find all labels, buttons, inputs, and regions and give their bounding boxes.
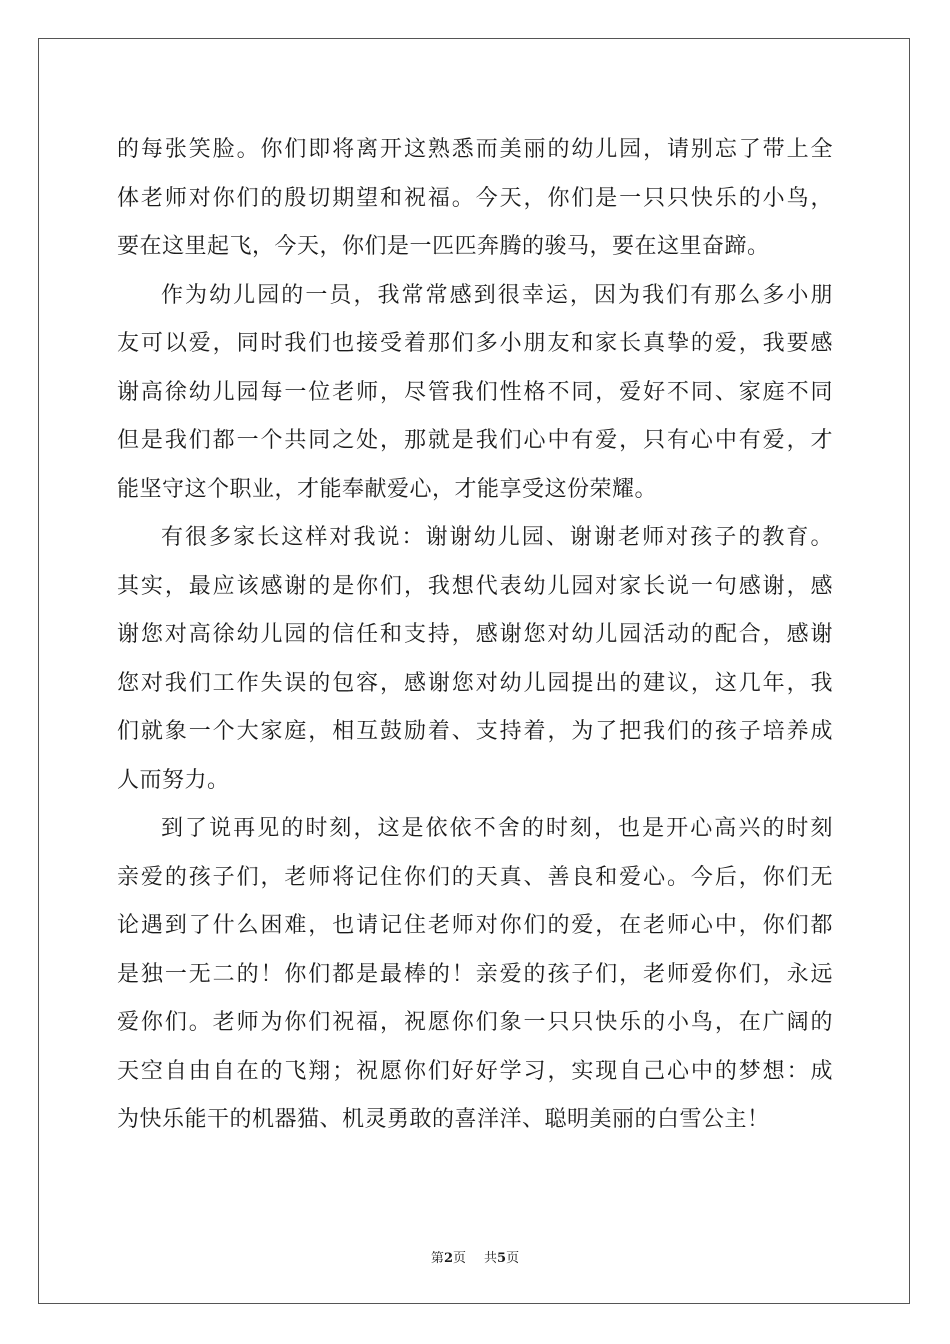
total-pages-suffix: 页: [506, 1251, 520, 1266]
total-pages-prefix: 共: [484, 1251, 498, 1266]
text-line: 谢您对高徐幼儿园的信任和支持，感谢您对幼儿园活动的配合，感谢: [117, 622, 833, 647]
total-page-count: 5: [497, 1251, 507, 1266]
page-number-suffix: 页: [452, 1251, 466, 1266]
current-page-number: 2: [443, 1251, 453, 1266]
text-line: 要在这里起飞，今天，你们是一匹匹奔腾的骏马，要在这里奋蹄。: [117, 234, 770, 259]
paragraph: [117, 126, 833, 272]
text-line: 爱你们。老师为你们祝福，祝愿你们象一只只快乐的小鸟，在广阔的: [117, 1010, 833, 1035]
paragraph: [117, 805, 833, 1145]
text-line: 谢高徐幼儿园每一位老师，尽管我们性格不同，爱好不同、家庭不同: [117, 379, 833, 405]
document-body: [117, 126, 833, 1145]
text-line: 但是我们都一个共同之处，那就是我们心中有爱，只有心中有爱，才: [117, 428, 833, 453]
text-line: 能坚守这个职业，才能奉献爱心，才能享受这份荣耀。: [117, 476, 658, 502]
text-line: 天空自由自在的飞翔；祝愿你们好好学习，实现自己心中的梦想：成: [117, 1058, 833, 1084]
paragraph: [117, 514, 833, 805]
text-line: 友可以爱，同时我们也接受着那们多小朋友和家长真挚的爱，我要感: [117, 331, 833, 356]
text-line: 亲爱的孩子们，老师将记住你们的天真、善良和爱心。今后，你们无: [117, 864, 833, 890]
text-line: 的每张笑脸。你们即将离开这熟悉而美丽的幼儿园，请别忘了带上全: [117, 137, 833, 162]
text-line: 其实，最应该感谢的是你们，我想代表幼儿园对家长说一句感谢，感: [117, 573, 833, 599]
text-line: 们就象一个大家庭，相互鼓励着、支持着，为了把我们的孩子培养成: [117, 719, 833, 744]
paragraph: [117, 272, 833, 515]
text-line: 您对我们工作失误的包容，感谢您对幼儿园提出的建议，这几年，我: [117, 670, 833, 696]
text-line: 论遇到了什么困难，也请记住老师对你们的爱，在老师心中，你们都: [117, 913, 833, 938]
page-footer: [0, 1247, 950, 1266]
text-line: 到了说再见的时刻，这是依依不舍的时刻，也是开心高兴的时刻: [161, 816, 833, 841]
text-line: 体老师对你们的殷切期望和祝福。今天，你们是一只只快乐的小鸟，: [117, 185, 833, 211]
text-line: 有很多家长这样对我说：谢谢幼儿园、谢谢老师对孩子的教育。: [161, 525, 833, 550]
text-line: 作为幼儿园的一员，我常常感到很幸运，因为我们有那么多小朋: [161, 282, 833, 308]
text-line: 是独一无二的！你们都是最棒的！亲爱的孩子们，老师爱你们，永远: [117, 961, 833, 987]
page-number-prefix: 第: [430, 1251, 444, 1266]
text-line: 人而努力。: [117, 767, 230, 793]
text-line: 为快乐能干的机器猫、机灵勇敢的喜洋洋、聪明美丽的白雪公主！: [117, 1107, 770, 1132]
